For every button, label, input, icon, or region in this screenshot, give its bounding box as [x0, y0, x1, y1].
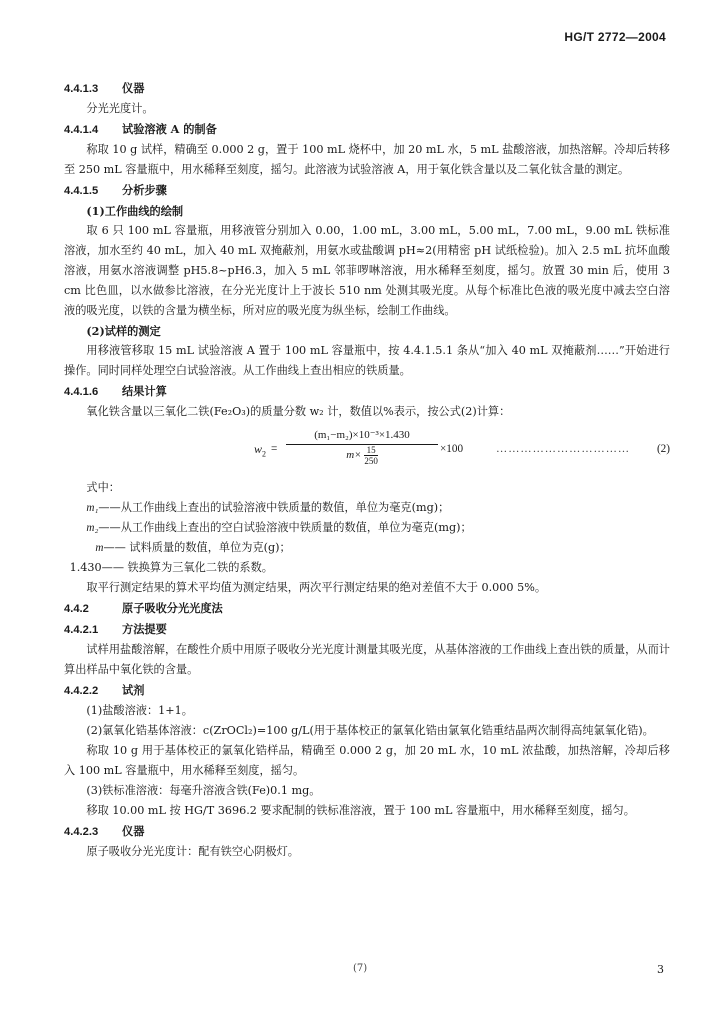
- section-heading: 4.4.2.2 试剂: [64, 683, 145, 697]
- formula-2: [64, 424, 670, 476]
- paragraph: 分光光度计。: [86, 102, 154, 115]
- formula-leader-dots: ……………………………: [496, 443, 631, 455]
- paragraph: 取平行测定结果的算术平均值为测定结果，两次平行测定结果的绝对差值不大于 0.000 5%。: [86, 581, 547, 594]
- section-heading: 4.4.2.3 仪器: [64, 824, 145, 838]
- paragraph: 取 6 只 100 mL 容量瓶，用移液管分别加入 0.00，1.00 mL，3.00 mL，5.00 mL，7.00 mL，9.00 mL 铁标准溶液，加水至约 40 mL，加入 40 mL 双掩蔽剂，用氨水或盐酸调 pH≈2(用精密 pH 试纸检验)。加入 2.5 mL 抗坏血酸溶液，用氨水溶液调整 pH5.8~pH6.3，加入 5 mL 邻菲啰啉溶液，用水稀释至刻度，摇匀。放置 30 min 后，使用 3 cm 比色皿，以水做参比溶液，在分光光度计上于波长 510 nm 处测其吸光度。从每个标准比色液的吸光度中减去空白溶液的吸光度，以铁的含量为横坐标，所对应的吸光度为纵坐标，绘制工作曲线。: [64, 224, 670, 317]
- variable-definition: m—— 试料质量的数值，单位为克(g)；: [95, 541, 291, 554]
- document-body: [64, 78, 670, 862]
- paragraph: 称取 10 g 用于基体校正的氯氧化锆样品，精确至 0.000 2 g，加 20 mL 水，10 mL 浓盐酸，加热溶解，冷却后移入 100 mL 容量瓶中，用水稀释至刻度，摇匀。: [64, 744, 670, 777]
- list-item: (2)氯氧化锆基体溶液：c(ZrOCl₂)=100 g/L(用于基体校正的氯氧化锆由氯氧化锆重结晶两次制得高纯氯氧化锆)。: [86, 724, 654, 737]
- section-heading: 4.4.1.3 仪器: [64, 81, 145, 95]
- formula-lhs: $w_2$: [254, 442, 267, 459]
- paragraph: 原子吸收分光光度计：配有铁空心阴极灯。: [86, 845, 299, 858]
- paragraph: 用移液管移取 15 mL 试验溶液 A 置于 100 mL 容量瓶中，按 4.4.1.5.1 条从“加入 40 mL 双掩蔽剂……”开始进行操作。同时同样处理空白试验溶液。从工作曲线上查出相应的铁质量。: [64, 344, 670, 377]
- variable-definition: m₂——从工作曲线上查出的空白试验溶液中铁质量的数值，单位为毫克(mg)；: [86, 521, 472, 534]
- formula-inner-fraction: $\frac{15}{250}$: [364, 445, 378, 466]
- paragraph: 试样用盐酸溶解，在酸性介质中用原子吸收分光光度计测量其吸光度，从基体溶液的工作曲线上查出铁的质量，从而计算出样品中氧化铁的含量。: [64, 643, 670, 676]
- section-heading: 4.4.1.6 结果计算: [64, 384, 167, 398]
- paragraph: 氧化铁含量以三氧化二铁(Fe₂O₃)的质量分数 w₂ 计，数值以%表示，按公式(2)计算：: [86, 405, 511, 418]
- list-item: (1)盐酸溶液：1+1。: [86, 704, 193, 717]
- formula-numerator: (m₁−m₂)×10⁻³×1.430: [286, 426, 438, 445]
- formula-denominator: m× $\frac{15}{250}$: [346, 445, 378, 466]
- formula-number: (2): [656, 443, 670, 455]
- formula-times-100: ×100: [440, 443, 464, 455]
- subsection-title: (1)工作曲线的绘制: [86, 204, 184, 218]
- section-heading: 4.4.1.4 试验溶液 A 的制备: [64, 122, 217, 136]
- formula-fraction: [286, 426, 438, 466]
- variable-definition: m₁——从工作曲线上查出的试验溶液中铁质量的数值，单位为毫克(mg)；: [86, 501, 450, 514]
- section-heading: 4.4.2.1 方法提要: [64, 622, 167, 636]
- standard-code: HG/T 2772—2004: [564, 30, 666, 44]
- section-heading: 4.4.1.5 分析步骤: [64, 183, 167, 197]
- paragraph: 称取 10 g 试样，精确至 0.000 2 g，置于 100 mL 烧杯中，加 20 mL 水，5 mL 盐酸溶液，加热溶解。冷却后转移至 250 mL 容量瓶中，用水稀释至刻度，摇匀。此溶液为试验溶液 A，用于氧化铁含量以及二氧化钛含量的测定。: [64, 143, 670, 176]
- section-heading: 4.4.2 原子吸收分光光度法: [64, 601, 223, 615]
- variable-definition: 1.430—— 铁换算为三氧化二铁的系数。: [69, 561, 273, 574]
- paragraph: 移取 10.00 mL 按 HG/T 3696.2 要求配制的铁标准溶液，置于 100 mL 容量瓶中，用水稀释至刻度，摇匀。: [86, 804, 635, 817]
- list-item: (3)铁标准溶液：每毫升溶液含铁(Fe)0.1 mg。: [86, 784, 321, 797]
- where-label: 式中：: [86, 481, 120, 494]
- footer-sequence-mark: (7): [353, 963, 368, 974]
- formula-equals: =: [271, 443, 278, 455]
- subsection-title: (2)试样的测定: [86, 324, 161, 338]
- page-number: 3: [657, 963, 664, 976]
